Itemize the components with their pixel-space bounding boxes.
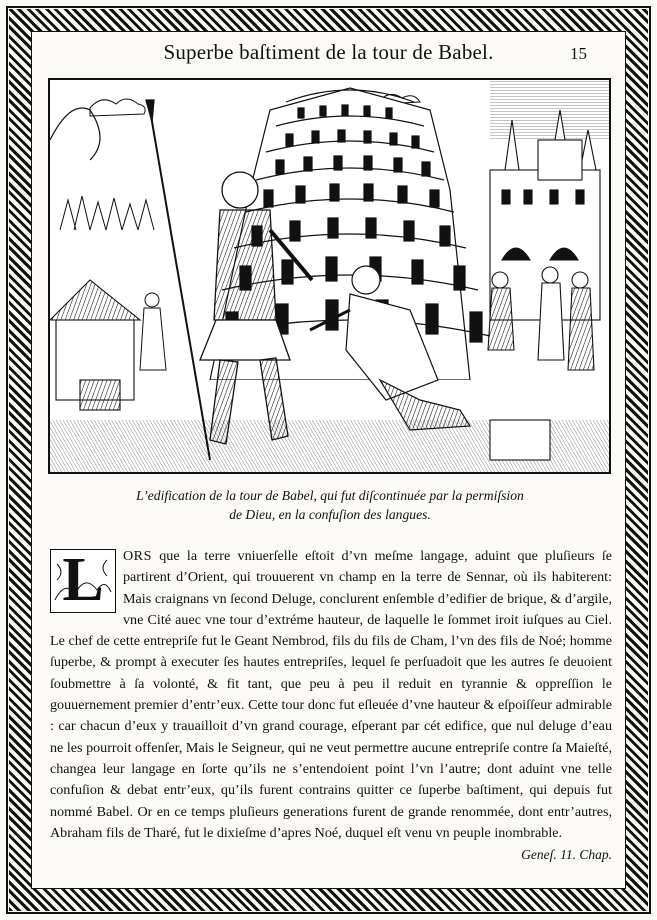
- paragraph-text: que la terre vniuerſelle eſtoit d’vn meſme langage, aduint que pluſieurs ſe partirent d’Orient, qui trouuerent vn champ en la terre de Sennar, où ils habiterent: Mais craignans vn ſecond Deluge, conclurent enſemble d’edifier de brique, & d’argile, vne Cité auec vne tour d’extréme hauteur, de laquelle le ſommet iroit iuſques au Ciel. Le chef de cette entrepriſe fut le Geant Nembrod, fils du fils de Cham, l’vn des fils de Noé; homme ſuperbe, & prompt à executer ſes hautes entrepriſes, lequel ſe perſuadoit que les autres ſe deuoient ſoubmettre à ſa volonté, & fit tant, que peu à peu il reduit en tyrannie & oppreſſion le gouuernement premier d’entr’eux. Cette tour donc fut eſleuée d’vne hauteur & eſpoiſſeur admirable : car chacun d’eux y trauailloit d’vn grand courage, eſperant par cét edifice, que nul deluge d’eau ne les pourroit offenſer, Mais le Seigneur, qui ne veut permettre aucune entrepriſe contre ſa Maieſté, changea leur langage en ſorte qu’ils ne s’entendoient point l’vn l’autre; dont aduint vne telle confuſion & debat entr’eux, qu’ils furent contrains quitter ce ſuperbe baſtiment, qui depuis fut nommé Babel. Or en ce temps pluſieurs generations furent de grande renommée, dont entr’autres, Abraham fils de Tharé, fut le dixieſme d’apres Noé, duquel eſt venu vn peuple inombrable.: [50, 548, 612, 841]
- body-text: [50, 546, 612, 866]
- page-title: Superbe baſtiment de la tour de Babel.: [163, 40, 494, 64]
- tower-of-babel-engraving: [50, 80, 609, 472]
- walking-figure: [140, 293, 166, 370]
- caption-line-1: L’edification de la tour de Babel, qui fut diſcontinuée par la permiſsion: [136, 488, 524, 503]
- bible-reference: Geneſ. 11. Chap.: [521, 847, 612, 863]
- caption-line-2: de Dieu, en la confuſion des langues.: [229, 507, 431, 522]
- ornamental-initial: [50, 546, 116, 614]
- first-word: ORS: [123, 548, 152, 564]
- running-header: [36, 36, 621, 68]
- page-number: 15: [570, 44, 587, 63]
- workshop: [50, 280, 140, 410]
- drop-cap-letter: L: [62, 546, 104, 614]
- woodcut-illustration: [48, 78, 611, 474]
- illustration-caption: [60, 486, 600, 524]
